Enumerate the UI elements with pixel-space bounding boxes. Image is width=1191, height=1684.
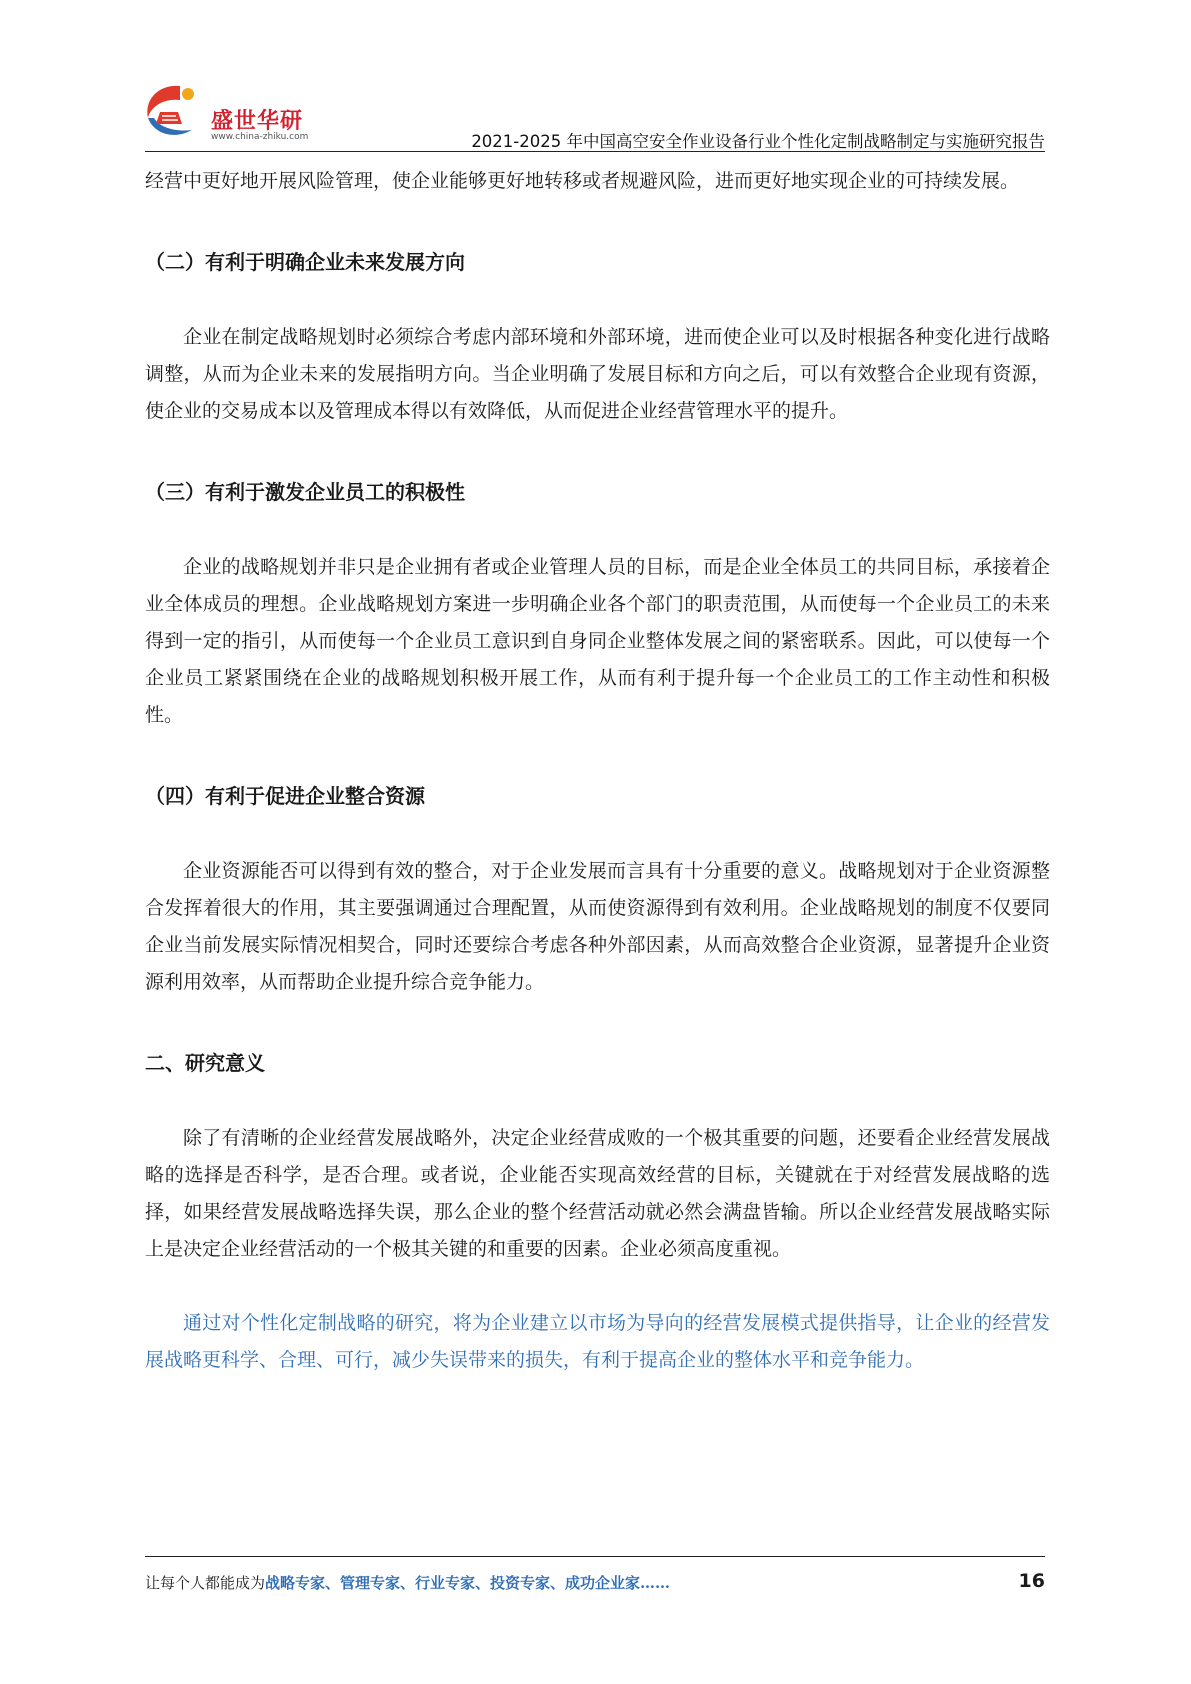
paragraph-resources: 企业资源能否可以得到有效的整合，对于企业发展而言具有十分重要的意义。战略规划对于企业资源整合发挥着很大的作用，其主要强调通过合理配置，从而使资源得到有效利用。企业战略规划的制度不仅要同企业当前发展实际情况相契合，同时还要综合考虑各种外部因素，从而高效整合企业资源，显著提升企业资源利用效率，从而帮助企业提升综合竞争能力。 [145,860,1050,993]
logo-text: 盛世华研 [211,109,304,134]
main-content [145,163,1050,1379]
section-heading-3: （三）有利于激发企业员工的积极性 [145,480,465,504]
logo-url: www.china-zhiku.com [211,132,309,142]
slogan-highlight: 战略专家、管理专家、行业专家、投资专家、成功企业家…… [265,1574,671,1592]
paragraph-direction: 企业在制定战略规划时必须综合考虑内部环境和外部环境，进而使企业可以及时根据各种变化进行战略调整，从而为企业未来的发展指明方向。当企业明确了发展目标和方向之后，可以有效整合企业现有资源，使企业的交易成本以及管理成本得以有效降低，从而促进企业经营管理水平的提升。 [145,326,1050,422]
paragraph-employees: 企业的战略规划并非只是企业拥有者或企业管理人员的目标，而是企业全体员工的共同目标，承接着企业全体成员的理想。企业战略规划方案进一步明确企业各个部门的职责范围，从而使每一个企业员工的未来得到一定的指引，从而使每一个企业员工意识到自身同企业整体发展之间的紧密联系。因此，可以使每一个企业员工紧紧围绕在企业的战略规划积极开展工作，从而有利于提升每一个企业员工的工作主动性和积极性。 [145,556,1050,726]
page-footer [145,1572,1045,1602]
paragraph-strategy-choice: 除了有清晰的企业经营发展战略外，决定企业经营成败的一个极其重要的问题，还要看企业经营发展战略的选择是否科学，是否合理。或者说，企业能否实现高效经营的目标，关键就在于对经营发展战略的选择，如果经营发展战略选择失误，那么企业的整个经营活动就必然会满盘皆输。所以企业经营发展战略实际上是决定企业经营活动的一个极其关键的和重要的因素。企业必须高度重视。 [145,1127,1050,1260]
header-divider [145,151,1045,152]
footer-divider [145,1556,1045,1557]
slogan-prefix: 让每个人都能成为 [145,1574,266,1592]
page-header [145,78,1045,150]
logo-swoosh-icon [140,78,210,148]
company-logo [145,78,345,148]
paragraph-highlight-summary: 通过对个性化定制战略的研究，将为企业建立以市场为导向的经营发展模式提供指导，让企业的经营发展战略更科学、合理、可行，减少失误带来的损失，有利于提高企业的整体水平和竞争能力。 [145,1312,1050,1371]
report-title: 2021-2025 年中国高空安全作业设备行业个性化定制战略制定与实施研究报告 [471,132,1045,151]
section-heading-2: （二）有利于明确企业未来发展方向 [145,250,465,274]
section-heading-4: （四）有利于促进企业整合资源 [145,784,425,808]
footer-slogan [145,1572,670,1593]
page-number: 16 [1018,1570,1045,1592]
paragraph-continued: 经营中更好地开展风险管理，使企业能够更好地转移或者规避风险，进而更好地实现企业的可持续发展。 [145,170,1020,192]
chapter-heading-research-significance: 二、研究意义 [145,1051,265,1075]
